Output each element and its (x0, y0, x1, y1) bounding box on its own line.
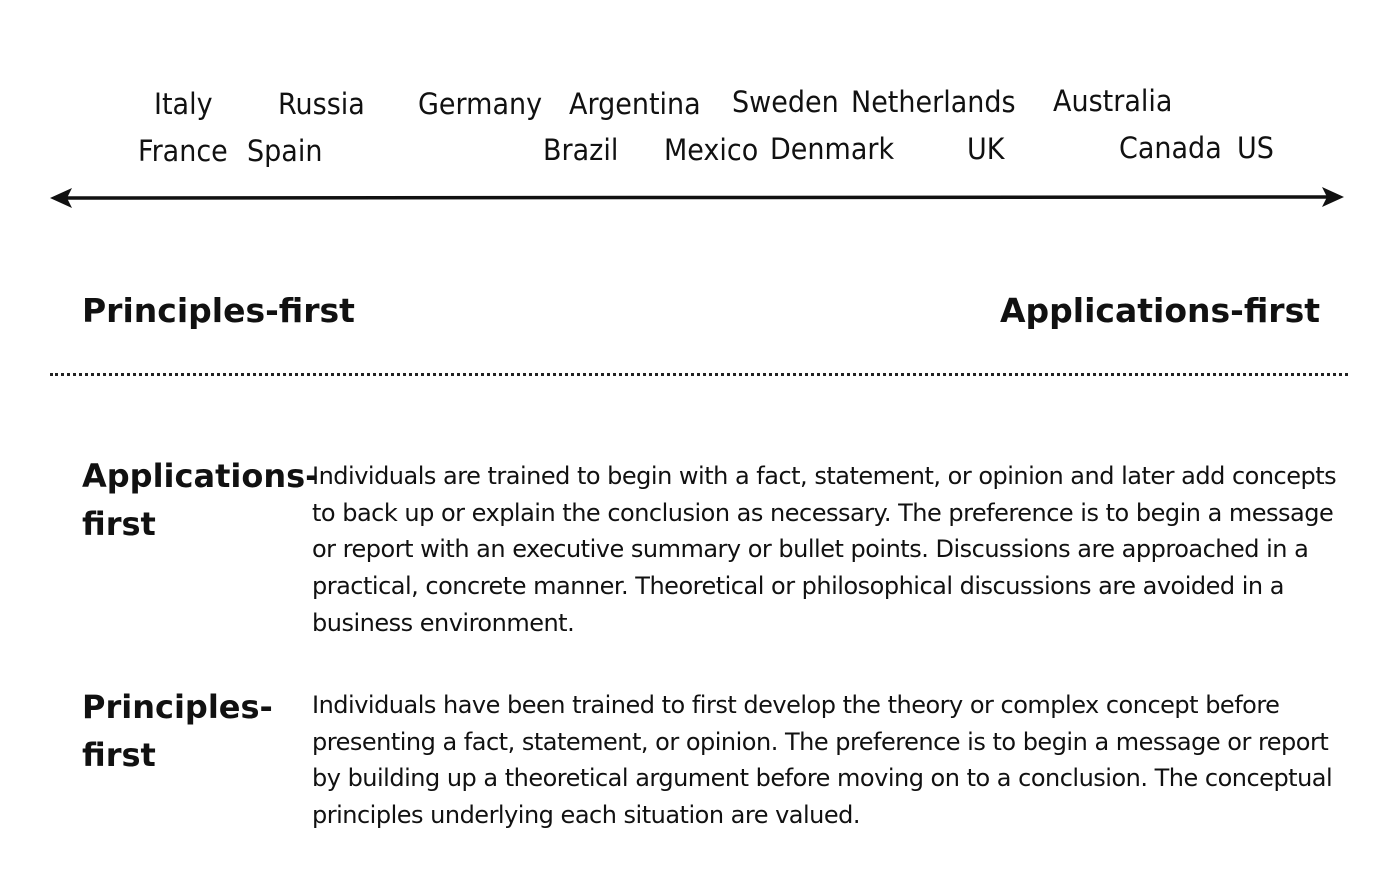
scale-line (64, 197, 1332, 198)
definition-term: Principles-first (82, 688, 273, 774)
country-label-netherlands: Netherlands (851, 85, 1016, 120)
scale-double-arrow (50, 186, 1346, 210)
country-label-argentina: Argentina (569, 87, 701, 122)
definition-text: Individuals are trained to begin with a fact, statement, or opinion and later add concepts to back up or explain the conclusion as necessary. The preference is to begin a message or report with an executive summary or bullet points. Discussions are approached in a practical, concrete manner. Theoretical or philosophical discussions are avoided in a business environment. (312, 462, 1337, 637)
country-label-uk: UK (967, 132, 1005, 167)
definition-text: Individuals have been trained to first develop the theory or complex concept before presenting a fact, statement, or opinion. The preference is to begin a message or report by building up a theoretical argument before moving on to a conclusion. The conceptual principles underlying each situation are valued. (312, 691, 1333, 830)
country-label-spain: Spain (247, 134, 323, 169)
pole-label-right: Applications-first (1000, 291, 1320, 330)
country-label-sweden: Sweden (732, 85, 839, 120)
country-label-us: US (1237, 131, 1274, 166)
country-label-italy: Italy (154, 87, 213, 122)
country-label-denmark: Denmark (770, 132, 895, 167)
pole-label-left: Principles-first (82, 291, 355, 330)
country-label-mexico: Mexico (664, 133, 759, 168)
definition-term: Applications-first (82, 457, 319, 543)
country-label-brazil: Brazil (543, 133, 619, 168)
country-label-russia: Russia (278, 87, 365, 122)
dotted-divider (50, 373, 1348, 376)
country-label-australia: Australia (1053, 84, 1173, 119)
country-label-germany: Germany (418, 87, 543, 122)
country-label-france: France (138, 134, 228, 169)
country-label-canada: Canada (1119, 131, 1222, 166)
